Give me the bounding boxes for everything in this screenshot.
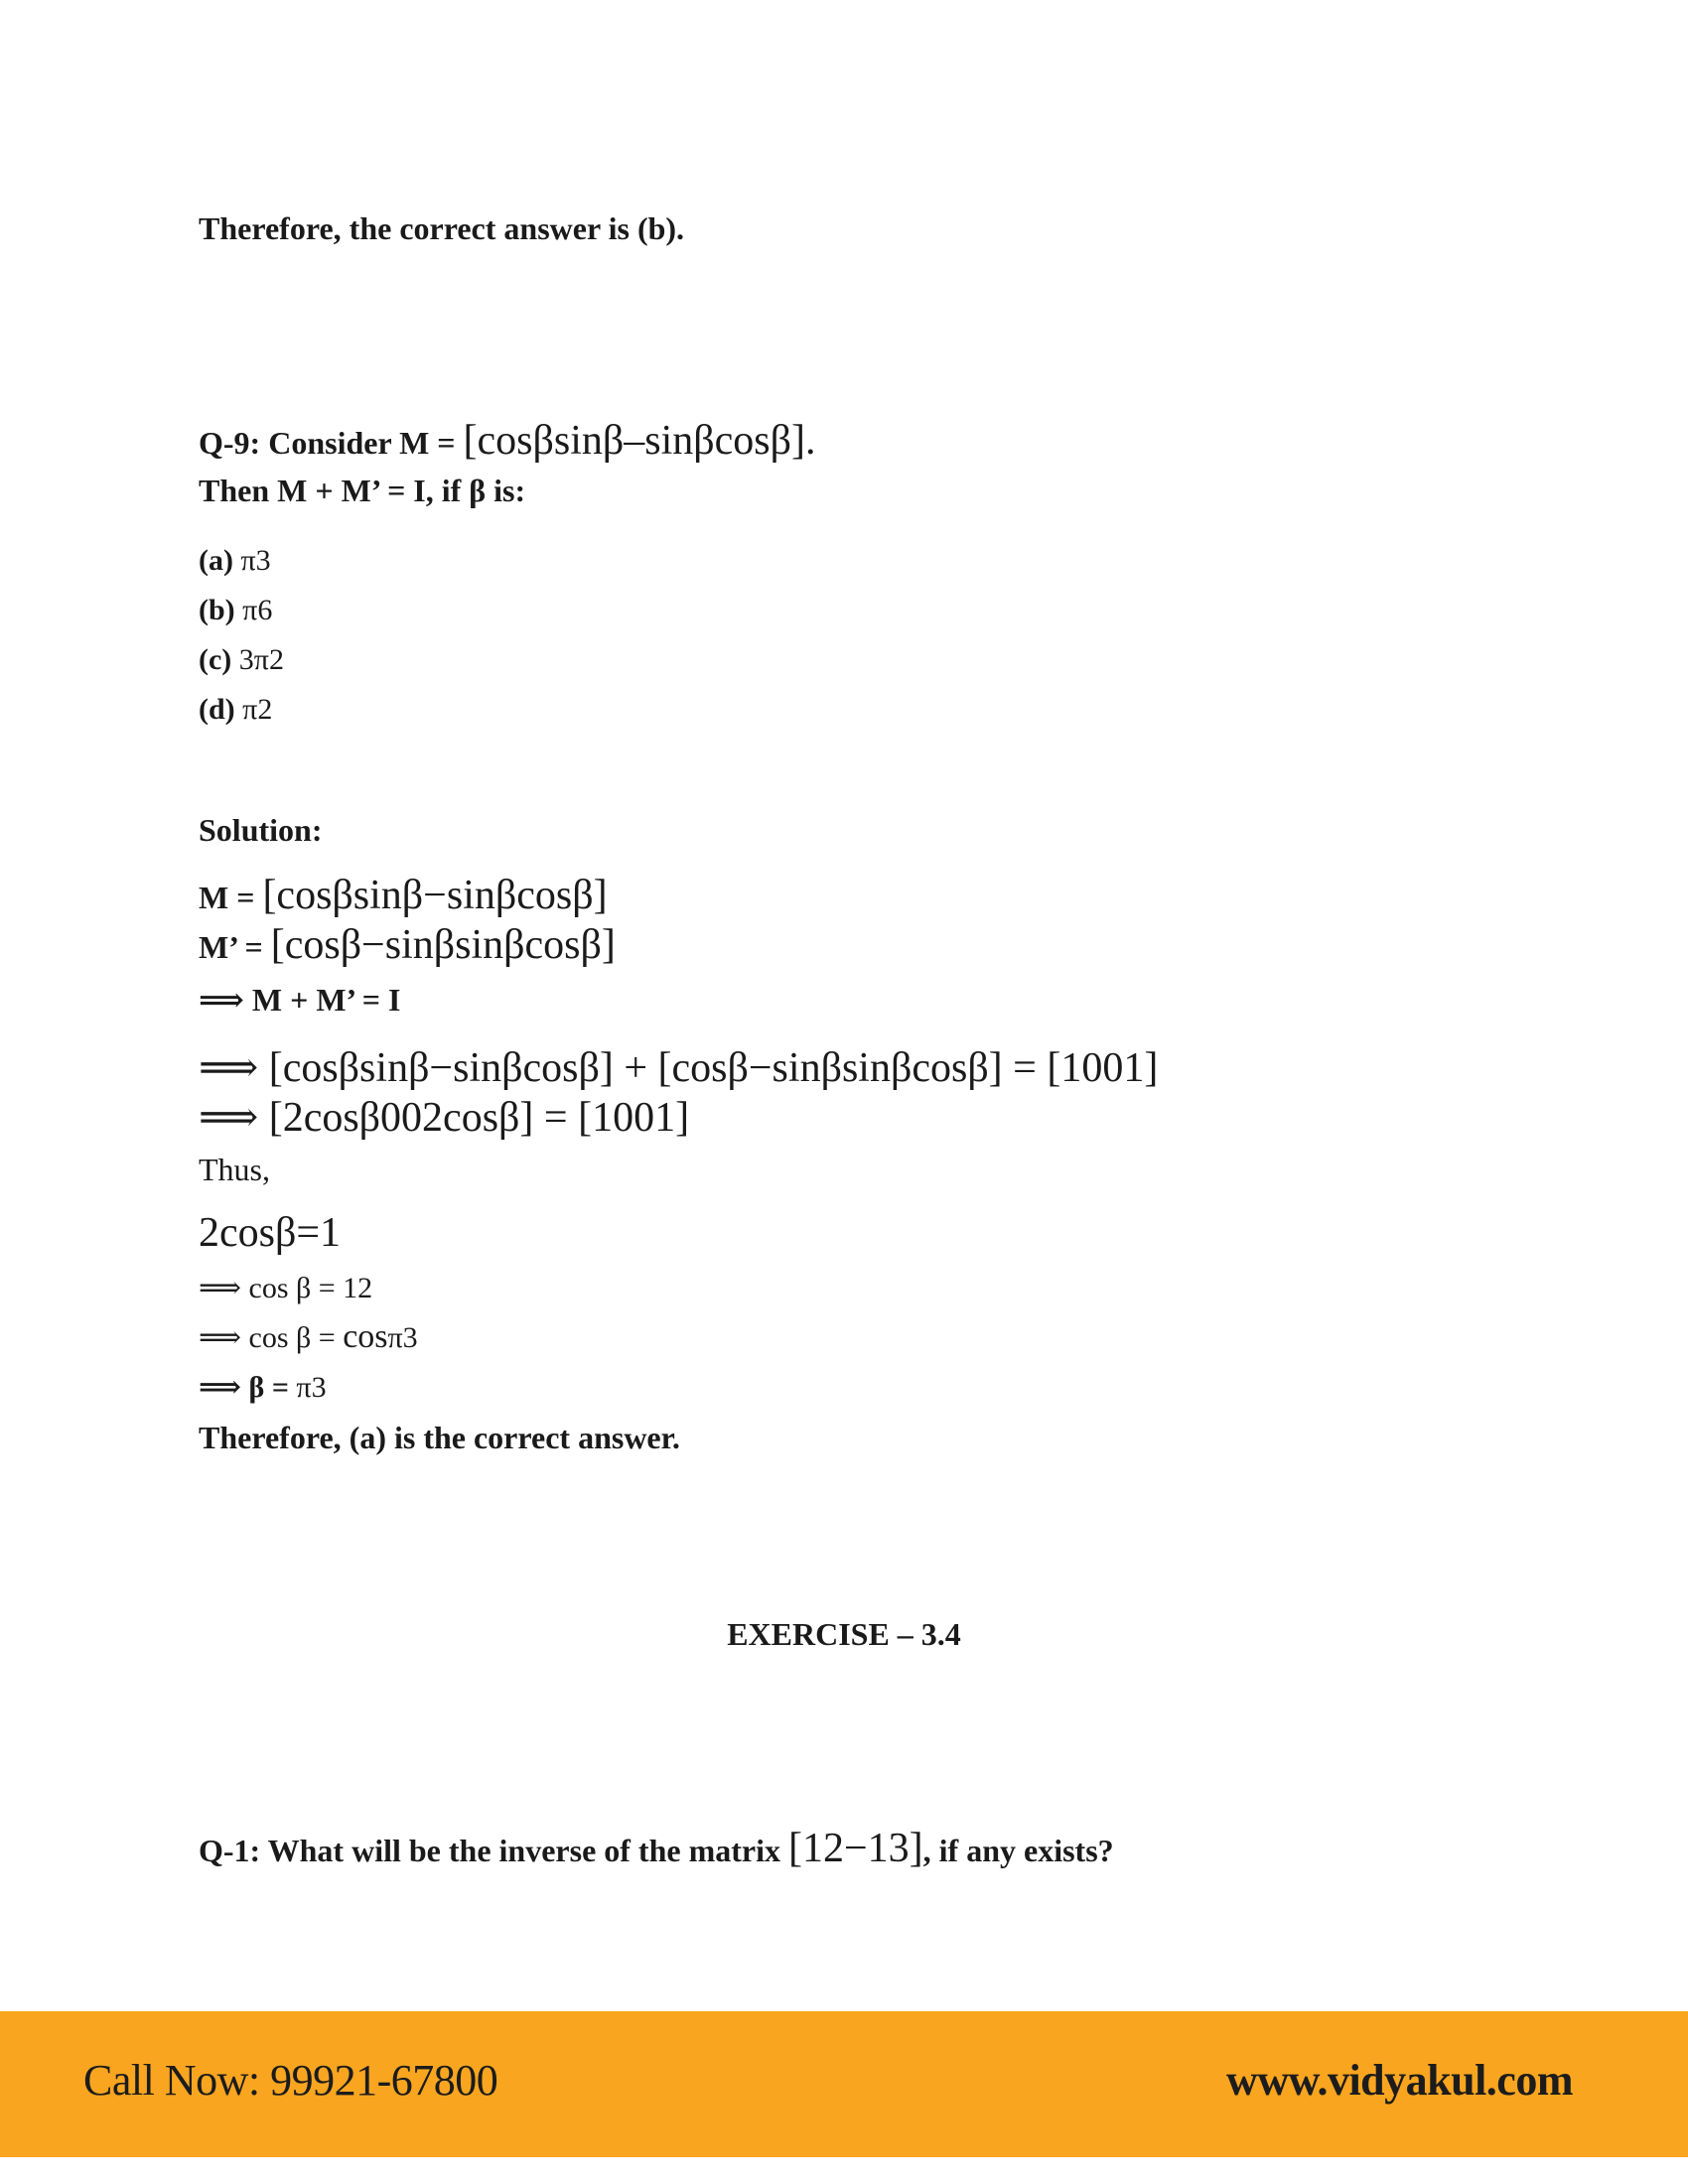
option-value: 3π2 <box>238 643 284 676</box>
q1-matrix: [12−13] <box>787 1826 923 1871</box>
q1-statement <box>199 1825 1114 1872</box>
q9-option-c <box>199 643 284 677</box>
m-label: M = <box>199 880 263 915</box>
option-label: (b) <box>199 594 243 626</box>
q9-condition: Then M + M’ = I, if β is: <box>199 473 526 508</box>
option-value: π2 <box>242 693 273 726</box>
option-value: π3 <box>240 544 271 577</box>
call-now-phone[interactable]: Call Now: 99921-67800 <box>83 2056 498 2105</box>
cos-prefix: ⟹ cos β = <box>199 1321 344 1354</box>
solution-m-transpose <box>199 921 616 969</box>
m-transpose-matrix: [cosβ−sinβsinβcosβ] <box>270 922 616 968</box>
m-transpose-label: M’ = <box>199 929 271 965</box>
q9-option-d <box>199 693 272 727</box>
q1-label: Q-1: What will be the inverse of the matrix <box>199 1833 788 1868</box>
solution-beta-value <box>199 1370 327 1405</box>
q9-matrix: [cosβsinβ–sinβcosβ]. <box>463 418 816 464</box>
solution-m-definition <box>199 872 608 919</box>
m-matrix: [cosβsinβ−sinβcosβ] <box>262 873 608 918</box>
q9-option-a <box>199 544 271 578</box>
q9-label: Q-9: Consider M = <box>199 425 464 461</box>
exercise-heading: EXERCISE – 3.4 <box>727 1616 961 1652</box>
previous-answer-conclusion: Therefore, the correct answer is (b). <box>199 210 685 246</box>
cos-argument: π3 <box>387 1321 418 1354</box>
option-label: (a) <box>199 544 241 577</box>
beta-prefix: ⟹ β = <box>199 1371 297 1404</box>
solution-conclusion: Therefore, (a) is the correct answer. <box>199 1420 680 1455</box>
solution-implies-sum: ⟹ M + M’ = I <box>199 982 401 1018</box>
solution-cos-equality <box>199 1318 418 1356</box>
solution-equation: 2cosβ=1 <box>199 1210 342 1256</box>
option-label: (d) <box>199 693 243 726</box>
q9-statement <box>199 417 815 465</box>
solution-cos-value: ⟹ cos β = 12 <box>199 1272 373 1304</box>
footer-banner <box>0 2011 1688 2157</box>
option-label: (c) <box>199 643 239 676</box>
solution-heading: Solution: <box>199 812 323 848</box>
q1-suffix: , if any exists? <box>922 1833 1114 1868</box>
solution-matrix-sum: ⟹ [cosβsinβ−sinβcosβ] + [cosβ−sinβsinβcosβ] = [1001] <box>199 1045 1159 1091</box>
solution-diagonal-result: ⟹ [2cosβ002cosβ] = [1001] <box>199 1095 690 1141</box>
website-link[interactable]: www.vidyakul.com <box>1226 2056 1573 2105</box>
q9-option-b <box>199 594 272 627</box>
cos-function: cos <box>343 1318 388 1355</box>
solution-thus: Thus, <box>199 1152 270 1187</box>
option-value: π6 <box>242 594 273 626</box>
beta-result: π3 <box>296 1371 327 1404</box>
